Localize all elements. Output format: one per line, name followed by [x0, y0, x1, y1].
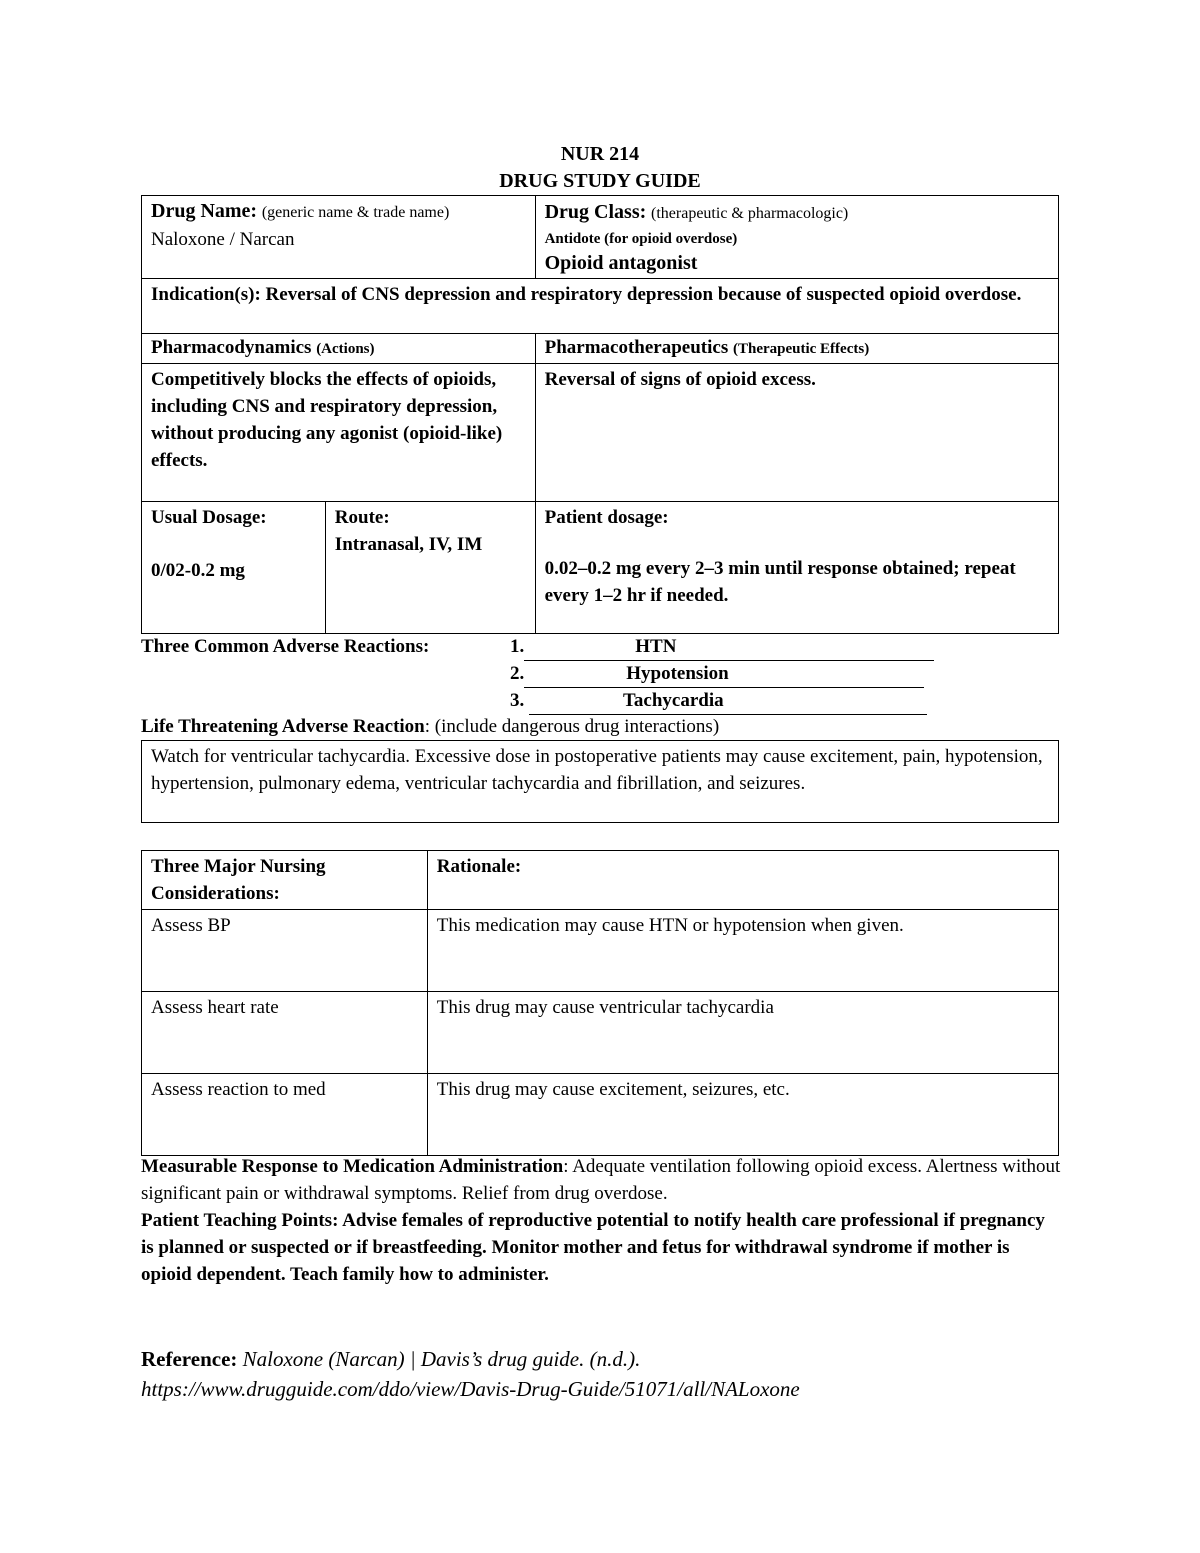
table-row: [142, 992, 1059, 1074]
adverse-value-3: Tachycardia: [623, 690, 724, 711]
usual-dosage-value: 0/02-0.2 mg: [151, 560, 245, 581]
patient-teaching: Patient Teaching Points: Advise females of reproductive potential to notify health care professional if pregnancy is planned or suspected or if breastfeeding. Monitor mother and fetus for withdrawal syndrome if mother is opioid dependent. Teach family how to administer.: [141, 1210, 1045, 1285]
nursing-consideration-1: Assess BP: [142, 910, 428, 992]
reference: [141, 1344, 1091, 1404]
usual-dosage-cell: [142, 502, 326, 634]
adverse-item-2: [510, 660, 924, 688]
adverse-value-1: HTN: [635, 636, 677, 657]
nursing-table: [141, 850, 1059, 1156]
reference-url[interactable]: https://www.drugguide.com/ddo/view/Davis-Drug-Guide/51071/all/NALoxone: [141, 1377, 800, 1401]
measurable-value: : Adequate ventilation following opioid excess. Alertness without significant pain or withdrawal symptoms. Relief from drug overdose.: [141, 1156, 1061, 1204]
course-title: NUR 214: [560, 143, 640, 165]
life-threatening-hint: : (include dangerous drug interactions): [424, 716, 720, 737]
adverse-item-3: [510, 687, 927, 715]
table-row: [142, 910, 1059, 992]
pharmacotherapeutics-hint: (Therapeutic Effects): [732, 341, 870, 357]
patient-dosage-label: Patient dosage:: [544, 507, 669, 528]
pharmacodynamics-header: [142, 334, 536, 364]
adverse-num-2: 2.: [510, 663, 525, 684]
adverse-label: Three Common Adverse Reactions:: [141, 636, 430, 657]
life-threatening-label: Life Threatening Adverse Reaction: [141, 716, 425, 737]
route-cell: [325, 502, 535, 634]
life-threatening-table: [141, 740, 1059, 823]
life-threatening-heading: [141, 713, 719, 740]
patient-dosage-cell: [535, 502, 1058, 634]
adverse-line-1: [524, 633, 934, 661]
pharmacodynamics-label: Pharmacodynamics: [151, 337, 312, 358]
drug-class-cell: [535, 196, 1058, 279]
indication-cell: Indication(s): Reversal of CNS depression and respiratory depression because of suspected opioid overdose.: [142, 279, 1059, 334]
adverse-item-1: [510, 633, 934, 661]
drug-class-hint: (therapeutic & pharmacologic): [651, 205, 849, 222]
drug-name-hint: (generic name & trade name): [261, 204, 450, 221]
nursing-header-rationale: Rationale:: [427, 851, 1058, 910]
nursing-rationale-3: This drug may cause excitement, seizures, etc.: [427, 1074, 1058, 1156]
measurable-label: Measurable Response to Medication Administration: [141, 1156, 564, 1177]
drug-class-label: Drug Class:: [544, 201, 647, 223]
drug-name-label: Drug Name:: [151, 200, 258, 222]
drug-info-table: [141, 195, 1059, 634]
nursing-header-consideration: Three Major Nursing Considerations:: [142, 851, 428, 910]
adverse-line-2: [524, 660, 924, 688]
route-value: Intranasal, IV, IM: [334, 534, 483, 555]
reference-label: Reference:: [141, 1347, 238, 1371]
measurable-response: [141, 1153, 1061, 1207]
patient-dosage-value: 0.02–0.2 mg every 2–3 min until response obtained; repeat every 1–2 hr if needed.: [544, 558, 1016, 606]
adverse-line-3: [529, 687, 927, 715]
pharmacotherapeutics-label: Pharmacotherapeutics: [544, 337, 729, 358]
nursing-consideration-3: Assess reaction to med: [142, 1074, 428, 1156]
life-threatening-value: Watch for ventricular tachycardia. Excessive dose in postoperative patients may cause excitement, pain, hypotension, hypertension, pulmonary edema, ventricular tachycardia and fibrillation, and seizures.: [142, 741, 1059, 823]
drug-name-value: Naloxone / Narcan: [151, 229, 295, 250]
drug-class-therapeutic: Antidote (for opioid overdose): [544, 231, 738, 247]
adverse-num-3: 3.: [510, 690, 529, 711]
adverse-num-1: 1.: [510, 636, 525, 657]
usual-dosage-label: Usual Dosage:: [151, 507, 267, 528]
pharmacotherapeutics-value: Reversal of signs of opioid excess.: [535, 364, 1058, 502]
nursing-rationale-1: This medication may cause HTN or hypotension when given.: [427, 910, 1058, 992]
pharmacodynamics-value: Competitively blocks the effects of opioids, including CNS and respiratory depression, without producing any agonist (opioid-like) effects.: [142, 364, 536, 502]
nursing-consideration-2: Assess heart rate: [142, 992, 428, 1074]
drug-name-cell: [142, 196, 536, 279]
guide-title: DRUG STUDY GUIDE: [499, 170, 701, 192]
route-label: Route:: [334, 507, 390, 528]
pharmacodynamics-hint: (Actions): [316, 341, 375, 357]
nursing-rationale-2: This drug may cause ventricular tachycardia: [427, 992, 1058, 1074]
reference-citation: Naloxone (Narcan) | Davis’s drug guide. (n.d.).: [242, 1347, 641, 1371]
pharmacotherapeutics-header: [535, 334, 1058, 364]
table-row: [142, 1074, 1059, 1156]
adverse-value-2: Hypotension: [626, 663, 729, 684]
drug-class-pharmacologic: Opioid antagonist: [544, 252, 698, 274]
